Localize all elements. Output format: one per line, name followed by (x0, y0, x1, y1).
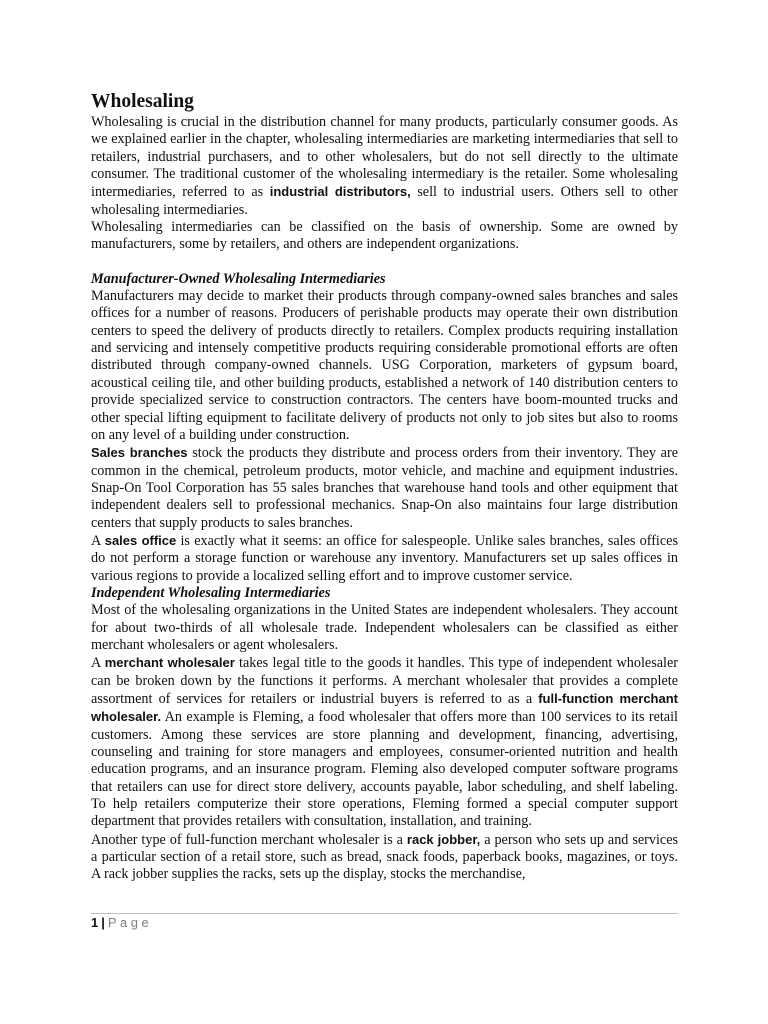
independent-paragraph-1: Most of the wholesaling organizations in the United States are independent wholesalers. They account for about two-thirds of all wholesale trade. Independent wholesalers can be classified as either merchant wholesalers or agent wholesalers. (91, 602, 678, 653)
footer-divider (91, 913, 678, 914)
page-number: 1 (91, 915, 99, 930)
intro-paragraph-1 (91, 114, 678, 219)
term-merchant-wholesaler: merchant wholesaler (104, 655, 235, 671)
document-page (91, 90, 678, 884)
page-label: Page (107, 915, 153, 930)
independent-paragraph-3 (91, 831, 678, 884)
text-span: takes legal title to the goods it handles. This type of independent wholesaler can be broken down by the functions it performs. A merchant wholesaler that provides a complete assortment of services for retailers or industrial buyers is referred to as a (91, 655, 679, 707)
intro-paragraph-2: Wholesaling intermediaries can be classified on the basis of ownership. Some are owned by manufacturers, some by retailers, and others are independent organizations. (91, 219, 678, 253)
manufacturer-paragraph-2 (91, 444, 678, 532)
independent-paragraph-2 (91, 654, 678, 830)
manufacturer-paragraph-3 (91, 532, 678, 585)
text-span: Another type of full-function merchant wholesaler is a (91, 831, 407, 848)
term-sales-office: sales office (104, 532, 177, 548)
text-span: sell to industrial users. Others sell to other wholesaling intermediaries. (91, 184, 678, 218)
text-span: An example is Fleming, a food wholesaler that offers more than 100 services to its retail customers. Among these services are store planning and development, financing, advertising, counseling and training for store managers and employees, consumer-oriented nutrition and health education programs, and an insurance program. Fleming also developed computer software programs that retailers can use for direct store delivery, accounts payable, labor scheduling, and shelf labeling. To help retailers computerize their store operations, Fleming formed a special computer support department that provides retailers with consultation, installation, and training. (91, 709, 678, 830)
page-title: Wholesaling (91, 91, 194, 112)
text-span: is exactly what it seems: an office for salespeople. Unlike sales branches, sales offices do not perform a storage function or warehouse any inventory. Manufacturers set up sales offices in various regions to provide a localized selling effort and to improve customer service. (91, 532, 678, 584)
text-span: stock the products they distribute and process orders from their inventory. They are common in the chemical, petroleum products, motor vehicle, and machine and equipment industries. Snap-On Tool Corporation has 55 sales branches that warehouse hand tools and other equipment that independent dealers sell to professional mechanics. Snap-On also maintains four large distribution centers that supply products to sales branches. (91, 445, 679, 531)
term-sales-branches: Sales branches (91, 445, 188, 461)
section-heading-manufacturer-owned: Manufacturer-Owned Wholesaling Intermediaries (91, 270, 386, 287)
footer-separator: | (101, 915, 105, 930)
text-span: A (91, 532, 105, 549)
text-span: A (91, 655, 105, 672)
term-rack-jobber: rack jobber, (406, 831, 481, 847)
section-heading-independent: Independent Wholesaling Intermediaries (91, 584, 331, 601)
section-gap (91, 254, 678, 271)
manufacturer-paragraph-1: Manufacturers may decide to market their products through company-owned sales branches and sales offices for a number of reasons. Producers of perishable products may operate their own distribution centers to speed the delivery of products directly to retailers. Complex products requiring installation and servicing and intensely competitive products requiring considerable promotional efforts are often distributed through company-owned channels. USG Corporation, marketers of gypsum board, acoustical ceiling tile, and other building products, established a network of 140 distribution centers to provide specialized service to construction contractors. The centers have boom-mounted trucks and other special lifting equipment to facilitate delivery of products not only to job sites but also to rooms on any level of a building under construction. (91, 288, 678, 443)
page-footer (91, 915, 152, 931)
text-span: Wholesaling is crucial in the distribution channel for many products, particularly consumer goods. As we explained earlier in the chapter, wholesaling intermediaries are marketing intermediaries that sell to retailers, industrial purchasers, and to other wholesalers, but do not sell directly to the ultimate consumer. The traditional customer of the wholesaling intermediary is the retailer. Some wholesaling intermediaries, referred to as (91, 114, 678, 201)
term-industrial-distributors: industrial distributors, (269, 184, 411, 200)
text-span: a person who sets up and services a particular section of a retail store, such as bread, snack foods, paperback books, magazines, or toys. A rack jobber supplies the racks, sets up the display, stocks the merchandise, (91, 831, 679, 883)
term-full-function-merchant-wholesaler: full-function merchant wholesaler. (91, 691, 678, 725)
